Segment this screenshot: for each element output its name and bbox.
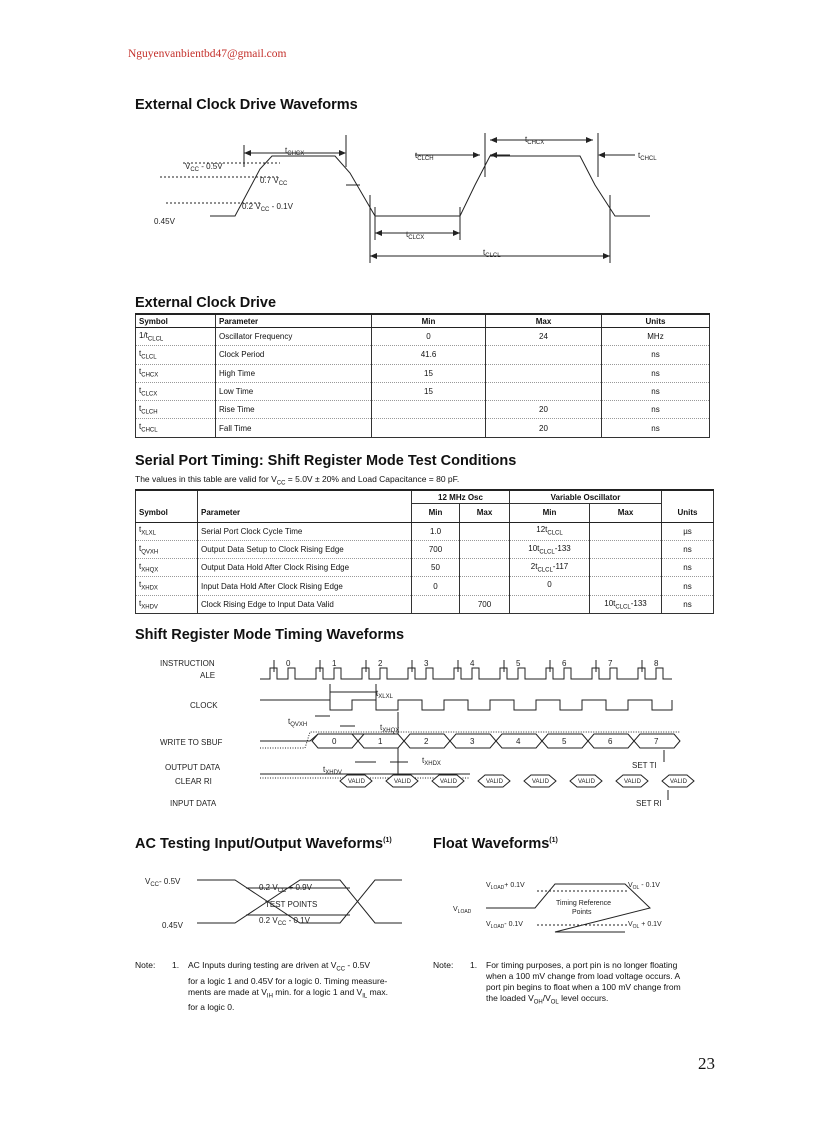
ac-note-num: 1. (172, 960, 180, 970)
svg-text:VCC - 0.5V: $V_{CC} - 0.5V$ (185, 162, 223, 173)
unit-cell: ns (602, 382, 710, 400)
svg-text:CLEAR RI: CLEAR RI (175, 777, 212, 786)
header-email: Nguyenvanbientbd47@gmail.com (128, 48, 287, 60)
float-title: Float Waveforms$^{(1)}$ (433, 836, 558, 852)
parameter-cell: Fall Time (216, 419, 372, 437)
min-cell: 41.6 (372, 346, 486, 364)
svg-text:Points: Points (572, 909, 592, 916)
parameter-cell: Oscillator Frequency (216, 328, 372, 346)
instruction-number: 8 (654, 659, 659, 668)
valid-label: VALID (532, 779, 549, 785)
unit-cell: ns (662, 540, 714, 558)
unit-cell: ns (602, 401, 710, 419)
table-row (136, 328, 710, 346)
svg-text:INPUT DATA: INPUT DATA (170, 799, 217, 808)
valid-label: VALID (578, 779, 595, 785)
serial-title: Serial Port Timing: Shift Register Mode Test Conditions (135, 453, 517, 469)
min-var-cell: 0 (510, 577, 590, 595)
table-row (136, 559, 714, 577)
svg-text:0.2 VCC - 0.1V: 0.2 $V_{CC} - 0.1V$ (242, 202, 293, 213)
svg-text:0.45V: 0.45V (162, 921, 183, 930)
instruction-number: 7 (608, 659, 613, 668)
valid-label: VALID (440, 779, 457, 785)
svg-text:tCHCX: $t_{CHCX}$ (285, 146, 305, 157)
table-row (136, 522, 714, 540)
max-12mhz-cell (460, 522, 510, 540)
max-12mhz-cell (460, 559, 510, 577)
symbol-cell: $t_{CLCH}$ (136, 401, 216, 419)
unit-cell: ns (602, 364, 710, 382)
symbol-cell: $t_{XHQX}$ (136, 559, 198, 577)
svg-text:VLOAD: $V_{LOAD}$ (453, 906, 472, 915)
output-bit-label: 0 (332, 737, 337, 746)
instruction-number: 6 (562, 659, 567, 668)
ext-wave-title: External Clock Drive Waveforms (135, 97, 358, 113)
clock-trace (260, 700, 672, 710)
unit-cell: ns (662, 577, 714, 595)
max-var-cell (590, 577, 662, 595)
parameter-cell: Input Data Hold After Clock Rising Edge (198, 577, 412, 595)
float-waveform (450, 870, 690, 940)
valid-label: VALID (394, 779, 411, 785)
ale-trace (260, 668, 672, 679)
instruction-number: 0 (286, 659, 291, 668)
output-bit-label: 7 (654, 737, 659, 746)
instruction-number: 2 (378, 659, 383, 668)
valid-windows (340, 775, 694, 787)
parameter-cell: Output Data Setup to Clock Rising Edge (198, 540, 412, 558)
instruction-number: 1 (332, 659, 337, 668)
table-row (136, 364, 710, 382)
table-row (136, 401, 710, 419)
min-cell: 0 (372, 328, 486, 346)
output-bits (312, 734, 680, 748)
max-12mhz-cell: 700 (460, 595, 510, 613)
valid-label: VALID (348, 779, 365, 785)
unit-cell: ns (662, 595, 714, 613)
svg-text:tCLCL: $t_{CLCL}$ (483, 248, 501, 259)
float-note-text: For timing purposes, a port pin is no longer floating when a 100 mV change from load voltage occurs. A port pin begins to float when a 100 mV change from the loaded $V_{OH}/V_{OL}$ level occurs. (486, 960, 681, 1006)
ac-testing-waveform (140, 868, 410, 938)
instruction-numbers (274, 659, 659, 672)
ac-note-label: Note: (135, 960, 156, 970)
ac-title: AC Testing Input/Output Waveforms$^{(1)}$ (135, 836, 392, 852)
output-bit-label: 3 (470, 737, 475, 746)
parameter-cell: Serial Port Clock Cycle Time (198, 522, 412, 540)
svg-text:tCLCX: $t_{CLCX}$ (406, 230, 425, 241)
table-row (136, 540, 714, 558)
svg-text:tXLXL: $t_{XLXL}$ (376, 689, 393, 700)
min-12mhz-cell: 1.0 (412, 522, 460, 540)
max-var-cell: $10t_{CLCL}-133$ (590, 595, 662, 613)
svg-text:tXHDX: $t_{XHDX}$ (422, 756, 441, 767)
table-row (136, 419, 710, 437)
symbol-cell: $1/t_{CLCL}$ (136, 328, 216, 346)
svg-text:0.2 VCC - 0.1V: 0.2 $V_{CC} - 0.1V$ (259, 916, 310, 927)
instruction-number: 5 (516, 659, 521, 668)
output-bit-label: 2 (424, 737, 429, 746)
svg-text:tCLCH: $t_{CLCH}$ (415, 151, 434, 162)
shift-title: Shift Register Mode Timing Waveforms (135, 627, 405, 643)
ac-note-text: AC Inputs during testing are driven at $V_{CC} - 0.5V$ for a logic 1 and 0.45V for a logic 0. Timing measure- ments are made at $V_{IH}$ min. for a logic 1 and $V_{IL}$ max. for a logic 0. (188, 960, 388, 1013)
svg-text:WRITE TO SBUF: WRITE TO SBUF (160, 738, 223, 747)
parameter-cell: Clock Rising Edge to Input Data Valid (198, 595, 412, 613)
svg-text:SET RI: SET RI (636, 799, 662, 808)
min-12mhz-cell (412, 595, 460, 613)
output-bit-label: 1 (378, 737, 383, 746)
parameter-cell: Low Time (216, 382, 372, 400)
min-var-cell (510, 595, 590, 613)
svg-text:VLOAD- 0.1V: $V_{LOAD}-$ 0.1V (486, 921, 523, 930)
symbol-cell: $t_{XHDV}$ (136, 595, 198, 613)
unit-cell: MHz (602, 328, 710, 346)
min-cell (372, 419, 486, 437)
svg-text:tCHCX: $t_{CHCX}$ (525, 135, 545, 146)
parameter-cell: High Time (216, 364, 372, 382)
max-var-cell (590, 540, 662, 558)
shift-register-waveform (140, 650, 700, 815)
symbol-cell: $t_{CHCX}$ (136, 364, 216, 382)
max-cell (486, 364, 602, 382)
svg-text:0.7 VCC: 0.7 $V_{CC}$ (260, 176, 288, 187)
svg-text:0.2 VCC + 0.9V: 0.2 $V_{CC} + 0.9V$ (259, 883, 312, 894)
min-var-cell: $2t_{CLCL}-117$ (510, 559, 590, 577)
svg-text:tQVXH: $t_{QVXH}$ (288, 717, 308, 728)
output-bit-label: 5 (562, 737, 567, 746)
external-clock-waveform (130, 125, 690, 265)
min-12mhz-cell: 700 (412, 540, 460, 558)
svg-text:TEST POINTS: TEST POINTS (265, 900, 318, 909)
min-var-cell: $10t_{CLCL}-133$ (510, 540, 590, 558)
max-var-cell (590, 522, 662, 540)
max-cell: 20 (486, 419, 602, 437)
svg-text:OUTPUT DATA: OUTPUT DATA (165, 763, 221, 772)
symbol-cell: $t_{CHCL}$ (136, 419, 216, 437)
min-cell (372, 401, 486, 419)
svg-text:INSTRUCTION: INSTRUCTION (160, 659, 215, 668)
svg-text:SET TI: SET TI (632, 761, 657, 770)
min-cell: 15 (372, 364, 486, 382)
svg-text:tCHCL: $t_{CHCL}$ (638, 151, 657, 162)
min-var-cell: $12t_{CLCL}$ (510, 522, 590, 540)
external-clock-table: Symbol Parameter Min Max Units $1/t_{CLCL}$ Oscillator Frequency 0 24 MHz $t_{CLCL}$ Clock Period 41.6 ns $t_{CHCX}$ High Time 15 ns $t_{CLCX}$ Low Time 15 ns $t_{CLCH}$ Rise Time 20 ns $t_{CHCL}$ Fall Time 20 ns (135, 313, 710, 438)
table-row (136, 346, 710, 364)
svg-text:ALE: ALE (200, 671, 216, 680)
instruction-number: 3 (424, 659, 429, 668)
serial-description: The values in this table are valid for $V_{CC} = 5.0V \pm 20\%$ and Load Capacitance = 80 pF. (135, 474, 460, 487)
table-row (136, 577, 714, 595)
symbol-cell: $t_{QVXH}$ (136, 540, 198, 558)
unit-cell: ns (602, 346, 710, 364)
svg-text:tXHDV: $t_{XHDV}$ (323, 765, 342, 776)
max-cell: 24 (486, 328, 602, 346)
serial-timing-table: 12 MHz Osc Variable Oscillator Symbol Parameter Min Max Min Max Units $t_{XLXL}$ Serial Port Clock Cycle Time 1.0 $12t_{CLCL}$ µs $t_{QVXH}$ Output Data Setup to Clock Rising Edge 700 $10t_{CLCL}-133$ ns $t_{XHQX}$ Output Data Hold After Clock Rising Edge 50 $2t_{CLCL}-117$ ns $t_{XHDX}$ Input Data Hold After Clock Rising Edge 0 0 ns $t_{XHDV}$ Clock Rising Edge to Input Data Valid 700 $10t_{CLCL}-133$ ns (135, 489, 714, 614)
output-bit-label: 6 (608, 737, 613, 746)
valid-label: VALID (624, 779, 641, 785)
svg-text:0.45V: 0.45V (154, 217, 175, 226)
output-bit-label: 4 (516, 737, 521, 746)
float-note-num: 1. (470, 960, 478, 970)
parameter-cell: Rise Time (216, 401, 372, 419)
min-12mhz-cell: 0 (412, 577, 460, 595)
symbol-cell: $t_{CLCL}$ (136, 346, 216, 364)
parameter-cell: Output Data Hold After Clock Rising Edge (198, 559, 412, 577)
min-cell: 15 (372, 382, 486, 400)
unit-cell: ns (602, 419, 710, 437)
table-row (136, 595, 714, 613)
unit-cell: µs (662, 522, 714, 540)
valid-label: VALID (670, 779, 687, 785)
svg-text:tXHQX: $t_{XHQX}$ (380, 723, 400, 734)
max-var-cell (590, 559, 662, 577)
svg-text:VLOAD+ 0.1V: $V_{LOAD}+ 0.1V$ (486, 882, 525, 891)
symbol-cell: $t_{XLXL}$ (136, 522, 198, 540)
svg-text:CLOCK: CLOCK (190, 701, 218, 710)
symbol-cell: $t_{XHDX}$ (136, 577, 198, 595)
svg-text:VOL + 0.1V: $V_{OL} + 0.1V$ (628, 921, 662, 930)
max-cell (486, 382, 602, 400)
max-cell (486, 346, 602, 364)
unit-cell: ns (662, 559, 714, 577)
symbol-cell: $t_{CLCX}$ (136, 382, 216, 400)
max-12mhz-cell (460, 577, 510, 595)
instruction-number: 4 (470, 659, 475, 668)
ext-drive-title: External Clock Drive (135, 295, 277, 311)
svg-text:VOL - 0.1V: $V_{OL} - 0.1V$ (628, 882, 660, 891)
page-number: 23 (698, 1054, 715, 1073)
parameter-cell: Clock Period (216, 346, 372, 364)
min-12mhz-cell: 50 (412, 559, 460, 577)
svg-text:VCC- 0.5V: $V_{CC}-$ 0.5V (145, 877, 181, 888)
float-note-label: Note: (433, 960, 454, 970)
max-12mhz-cell (460, 540, 510, 558)
table-row (136, 382, 710, 400)
valid-label: VALID (486, 779, 503, 785)
svg-text:Timing Reference: Timing Reference (556, 900, 611, 907)
max-cell: 20 (486, 401, 602, 419)
